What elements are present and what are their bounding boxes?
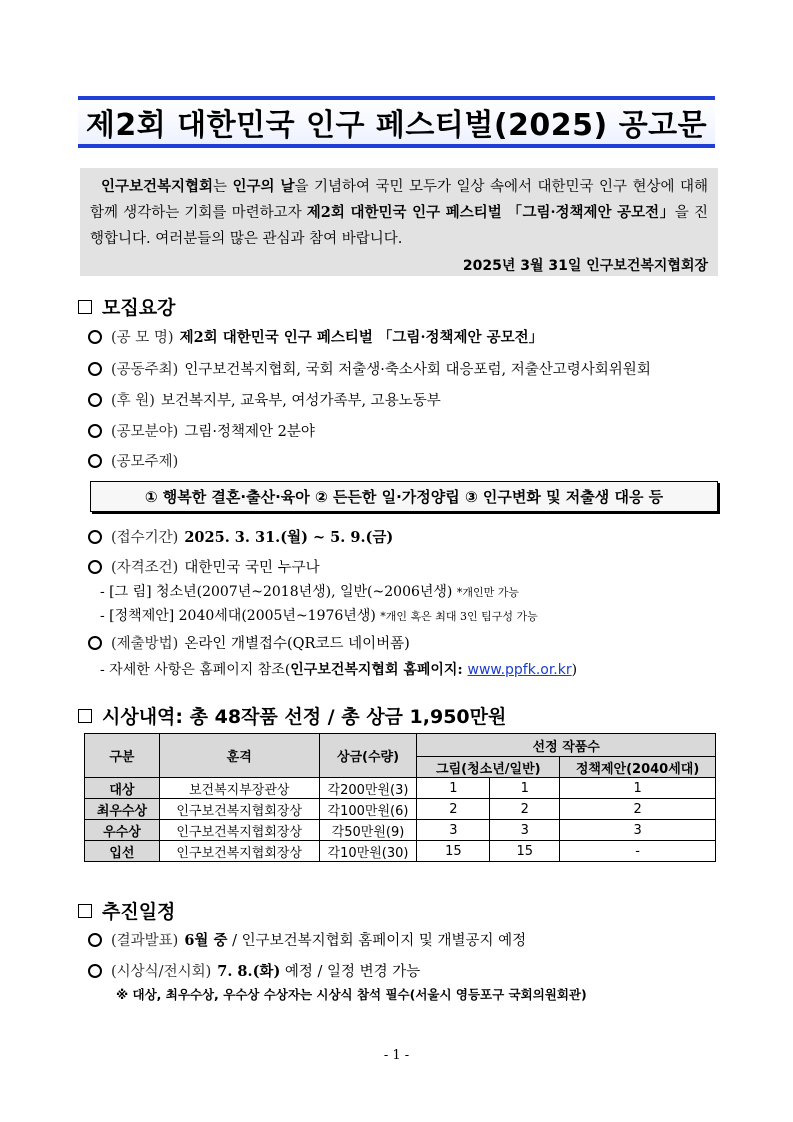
ceremony-note: ※ 대상, 최우수상, 우수상 수상자는 시상식 참석 필수(서울시 영등포구 국회의원회관) [116, 987, 587, 1002]
item-label: (자격조건) [111, 560, 179, 576]
table-row [85, 778, 716, 799]
table-row [85, 799, 716, 820]
cell-prize: 각100만원(6) [319, 799, 417, 820]
intro-org: 인구보건복지협회 [100, 178, 214, 195]
intro-text-1: 는 [213, 179, 233, 195]
item-label: (결과발표) [111, 933, 179, 949]
square-bullet-icon [78, 904, 92, 918]
sub-text-close: ) [571, 662, 578, 678]
intro-text [90, 174, 708, 252]
section-awards-title: 시상내역: 총 48작품 선정 / 총 상금 1,950만원 [102, 706, 507, 728]
circle-bullet-icon [88, 964, 102, 978]
cell-general: 1 [490, 778, 560, 799]
item-label: (후 원) [111, 393, 155, 409]
recruit-item-submit [88, 632, 410, 653]
cell-award: 인구보건복지협회장상 [159, 799, 319, 820]
cell-policy: - [560, 841, 716, 862]
cell-prize: 각10만원(30) [319, 841, 417, 862]
recruit-item-host [88, 358, 651, 379]
sub-text-bold: 인구보건복지협회 홈페이지: [290, 662, 468, 678]
square-bullet-icon [78, 709, 92, 723]
cell-award: 보건복지부장관상 [159, 778, 319, 799]
intro-box [80, 168, 718, 276]
intro-text-3: 을 진행합니다. 여러분들의 많은 관심과 참여 바랍니다. [90, 205, 708, 247]
circle-bullet-icon [88, 560, 102, 574]
header-policy: 정책제안(2040세대) [560, 757, 716, 778]
eligibility-sub-policy [100, 605, 538, 625]
item-value-bold: 7. 8.(화) [217, 963, 281, 980]
table-row [85, 820, 716, 841]
sub-text: - [그 림] 청소년(2007년~2018년생), 일반(~2006년생) [100, 584, 453, 600]
item-value: 온라인 개별접수(QR코드 네이버폼) [184, 636, 410, 652]
item-value: / 인구보건복지협회 홈페이지 및 개별공지 예정 [227, 933, 527, 949]
cell-policy: 2 [560, 799, 716, 820]
cell-prize: 각200만원(3) [319, 778, 417, 799]
item-label: (공동주최) [111, 362, 179, 378]
eligibility-sub-art [100, 581, 519, 601]
section-schedule-heading [78, 897, 175, 924]
section-awards-heading [78, 702, 506, 729]
awards-table [84, 733, 716, 862]
cell-policy: 3 [560, 820, 716, 841]
sub-note: *개인만 가능 [456, 586, 519, 599]
item-value: 인구보건복지협회, 국회 저출생·축소사회 대응포럼, 저출산고령사회위원회 [184, 362, 651, 378]
cell-award: 인구보건복지협회장상 [159, 841, 319, 862]
section-recruit-title: 모집요강 [102, 297, 176, 319]
header-selected: 선정 작품수 [417, 734, 716, 757]
section-schedule-title: 추진일정 [102, 901, 176, 923]
item-label: (시상식/전시회) [111, 964, 212, 980]
header-grade: 구분 [85, 734, 160, 778]
item-value: 대한민국 국민 누구나 [184, 560, 320, 576]
item-label: (공모주제) [111, 454, 179, 470]
item-value: 예정 / 일정 변경 가능 [280, 964, 421, 980]
recruit-item-name [88, 326, 543, 347]
item-value: 보건복지부, 교육부, 여성가족부, 고용노동부 [160, 393, 441, 409]
schedule-item-ceremony [88, 960, 420, 981]
item-value: 2025. 3. 31.(월) ~ 5. 9.(금) [184, 529, 394, 546]
cell-policy: 1 [560, 778, 716, 799]
cell-youth: 15 [417, 841, 490, 862]
page-title: 제2회 대한민국 인구 페스티벌(2025) 공고문 [78, 100, 715, 144]
cell-award: 인구보건복지협회장상 [159, 820, 319, 841]
item-value: 그림·정책제안 2분야 [184, 424, 315, 440]
sub-text: - 자세한 사항은 홈페이지 참조( [100, 662, 291, 678]
theme-box: ① 행복한 결혼·출산·육아 ② 든든한 일·가정양립 ③ 인구변화 및 저출생 대응 등 [90, 481, 718, 512]
cell-grade: 최우수상 [85, 799, 160, 820]
circle-bullet-icon [88, 454, 102, 468]
recruit-item-field [88, 420, 315, 441]
submit-sub [100, 659, 577, 679]
cell-general: 3 [490, 820, 560, 841]
circle-bullet-icon [88, 393, 102, 407]
circle-bullet-icon [88, 424, 102, 438]
intro-day: 인구의 날 [232, 178, 295, 195]
item-label: (공 모 명) [111, 330, 174, 346]
section-recruit-heading [78, 293, 175, 320]
sub-note: *개인 혹은 최대 3인 팀구성 가능 [380, 610, 538, 623]
cell-general: 2 [490, 799, 560, 820]
circle-bullet-icon [88, 530, 102, 544]
recruit-item-period [88, 526, 393, 547]
cell-grade: 대상 [85, 778, 160, 799]
circle-bullet-icon [88, 636, 102, 650]
item-label: (공모분야) [111, 424, 179, 440]
header-prize: 상금(수량) [319, 734, 417, 778]
cell-prize: 각50만원(9) [319, 820, 417, 841]
title-banner [78, 96, 715, 148]
recruit-item-theme [88, 450, 178, 471]
schedule-item-result [88, 929, 526, 950]
cell-youth: 2 [417, 799, 490, 820]
title-bottom-rule [78, 144, 715, 148]
circle-bullet-icon [88, 362, 102, 376]
recruit-item-sponsor [88, 389, 441, 410]
circle-bullet-icon [88, 933, 102, 947]
intro-festival: 제2회 대한민국 인구 페스티벌 「그림·정책제안 공모전」 [306, 204, 675, 221]
cell-grade: 우수상 [85, 820, 160, 841]
item-label: (제출방법) [111, 636, 179, 652]
item-label: (접수기간) [111, 530, 179, 546]
cell-general: 15 [490, 841, 560, 862]
item-value-bold: 6월 중 [184, 932, 228, 949]
circle-bullet-icon [88, 330, 102, 344]
cell-youth: 1 [417, 778, 490, 799]
intro-signature: 2025년 3월 31일 인구보건복지협회장 [462, 258, 708, 274]
sub-text: - [정책제안] 2040세대(2005년~1976년생) [100, 608, 376, 624]
cell-youth: 3 [417, 820, 490, 841]
header-art: 그림(청소년/일반) [417, 757, 560, 778]
page-number: - 1 - [383, 1048, 410, 1063]
recruit-item-eligibility [88, 556, 320, 577]
intro-text-2: 을 기념하여 국민 모두가 일상 속에서 대한민국 인구 현상에 대해 함께 생각하는 기회를 마련하고자 [90, 179, 708, 221]
cell-grade: 입선 [85, 841, 160, 862]
square-bullet-icon [78, 300, 92, 314]
homepage-link[interactable]: www.ppfk.or.kr [467, 662, 572, 678]
item-value: 제2회 대한민국 인구 페스티벌 「그림·정책제안 공모전」 [179, 329, 544, 346]
header-award: 훈격 [159, 734, 319, 778]
table-row [85, 841, 716, 862]
